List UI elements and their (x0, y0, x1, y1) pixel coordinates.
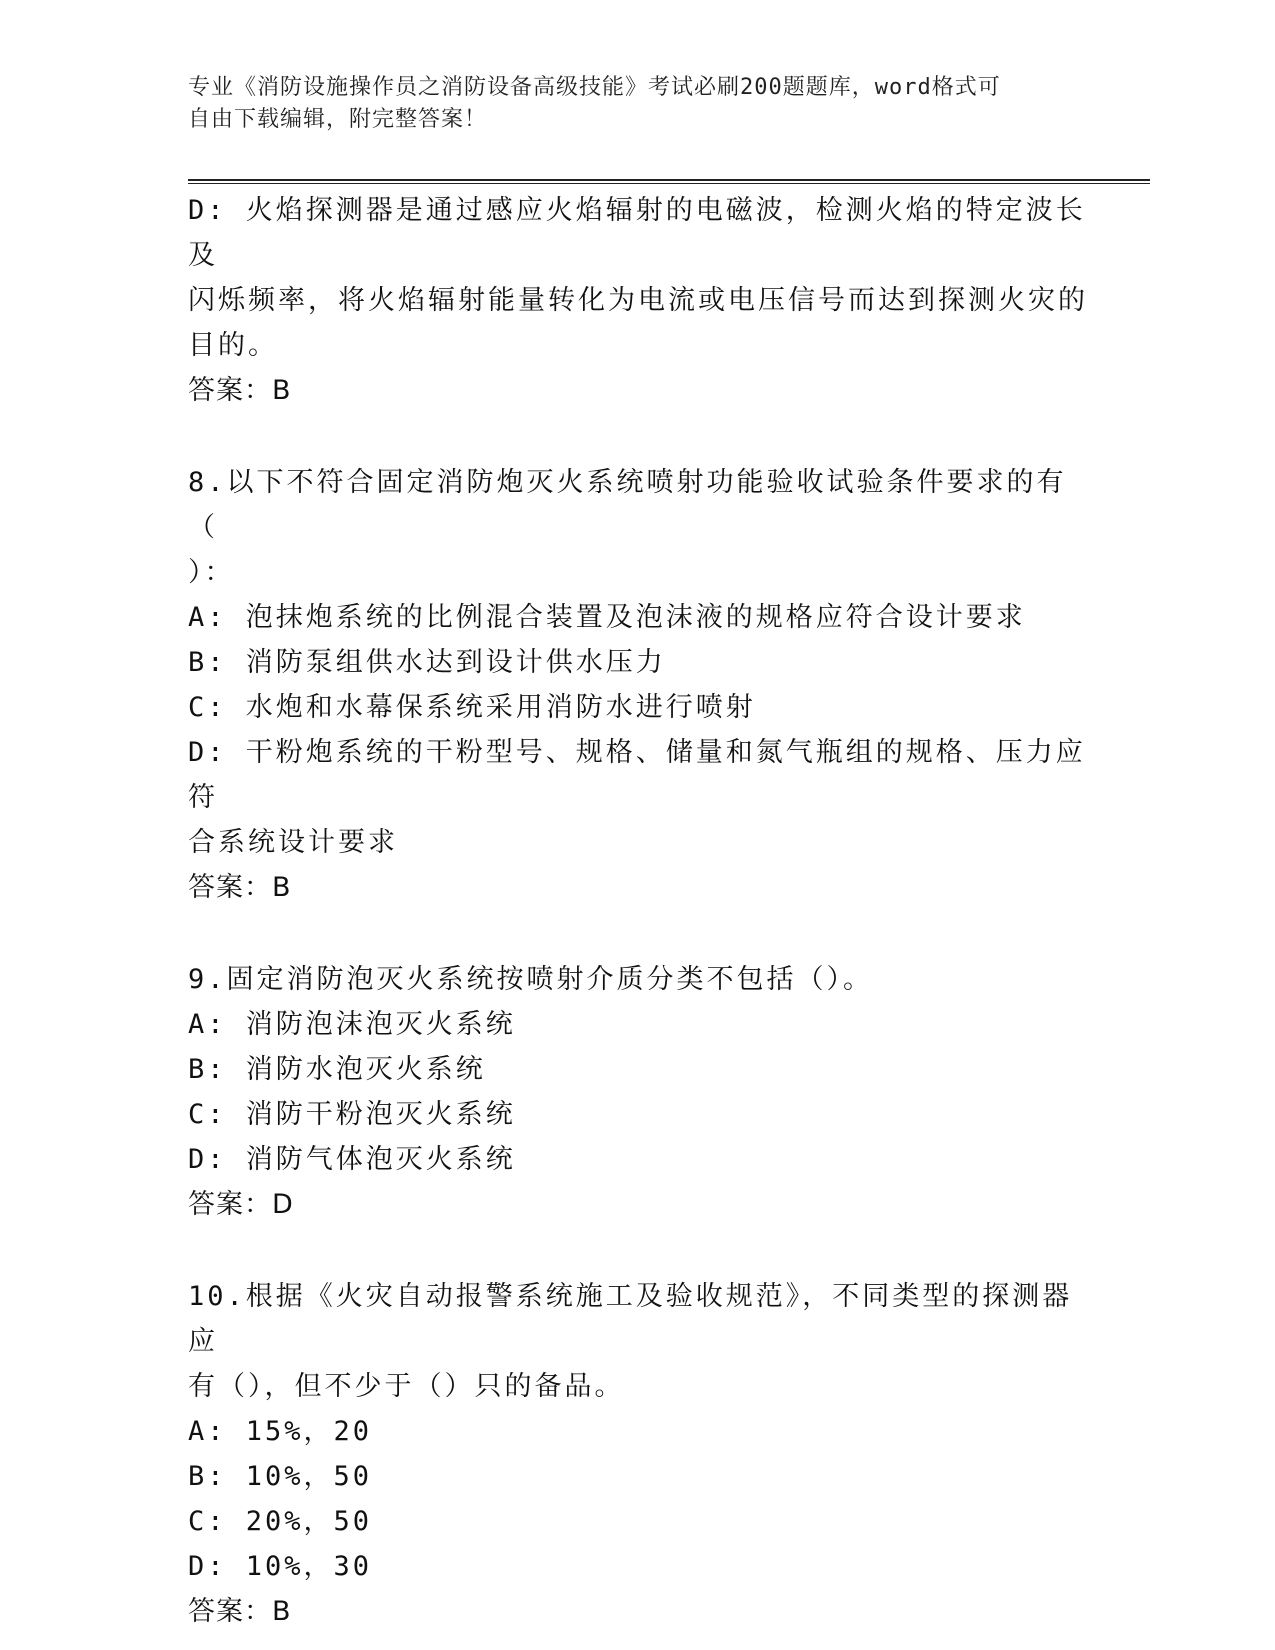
answer-line: 答案：B (188, 1596, 292, 1627)
question-stem: 8.以下不符合固定消防炮灭火系统喷射功能验收试验条件要求的有（ (188, 467, 1067, 543)
question-stem: 有（），但不少于（）只的备品。 (188, 1371, 625, 1402)
question-10 (188, 1274, 1088, 1634)
option-c: C: 消防干粉泡灭火系统 (188, 1099, 516, 1130)
option-c: C: 水炮和水幕保系统采用消防水进行喷射 (188, 692, 756, 723)
answer-line: 答案：D (188, 1189, 294, 1220)
question-8 (188, 460, 1088, 910)
option-a: A: 消防泡沫泡灭火系统 (188, 1009, 516, 1040)
header-line-2: 自由下载编辑，附完整答案！ (188, 107, 488, 132)
question-7-tail (188, 188, 1088, 413)
option-a: A: 15%，20 (188, 1416, 373, 1447)
option-b: B: 消防泵组供水达到设计供水压力 (188, 647, 666, 678)
option-d: D: 10%，30 (188, 1551, 373, 1582)
option-d-line: D: 火焰探测器是通过感应火焰辐射的电磁波，检测火焰的特定波长及 (188, 195, 1086, 271)
option-d: D: 消防气体泡灭火系统 (188, 1144, 516, 1175)
question-stem: 9.固定消防泡灭火系统按喷射介质分类不包括（）。 (188, 964, 874, 995)
option-d: D: 干粉炮系统的干粉型号、规格、储量和氮气瓶组的规格、压力应符 (188, 737, 1086, 813)
option-b: B: 10%，50 (188, 1461, 373, 1492)
answer-line: 答案：B (188, 872, 292, 903)
document-header (188, 72, 1068, 136)
document-body (188, 188, 1088, 1634)
header-divider-thick (188, 179, 1150, 181)
option-d-line: 目的。 (188, 330, 278, 361)
option-d-line: 闪烁频率，将火焰辐射能量转化为电流或电压信号而达到探测火灾的 (188, 285, 1088, 316)
question-stem: ）： (188, 557, 235, 588)
question-stem: 10.根据《火灾自动报警系统施工及验收规范》，不同类型的探测器应 (188, 1281, 1073, 1357)
header-divider-thin (188, 183, 1150, 184)
answer-line: 答案：B (188, 375, 292, 406)
option-c: C: 20%，50 (188, 1506, 373, 1537)
question-9 (188, 957, 1088, 1227)
option-a: A: 泡抹炮系统的比例混合装置及泡沫液的规格应符合设计要求 (188, 602, 1026, 633)
option-d: 合系统设计要求 (188, 827, 398, 858)
option-b: B: 消防水泡灭火系统 (188, 1054, 486, 1085)
header-line-1: 专业《消防设施操作员之消防设备高级技能》考试必刷200题题库，word格式可 (188, 75, 1001, 100)
